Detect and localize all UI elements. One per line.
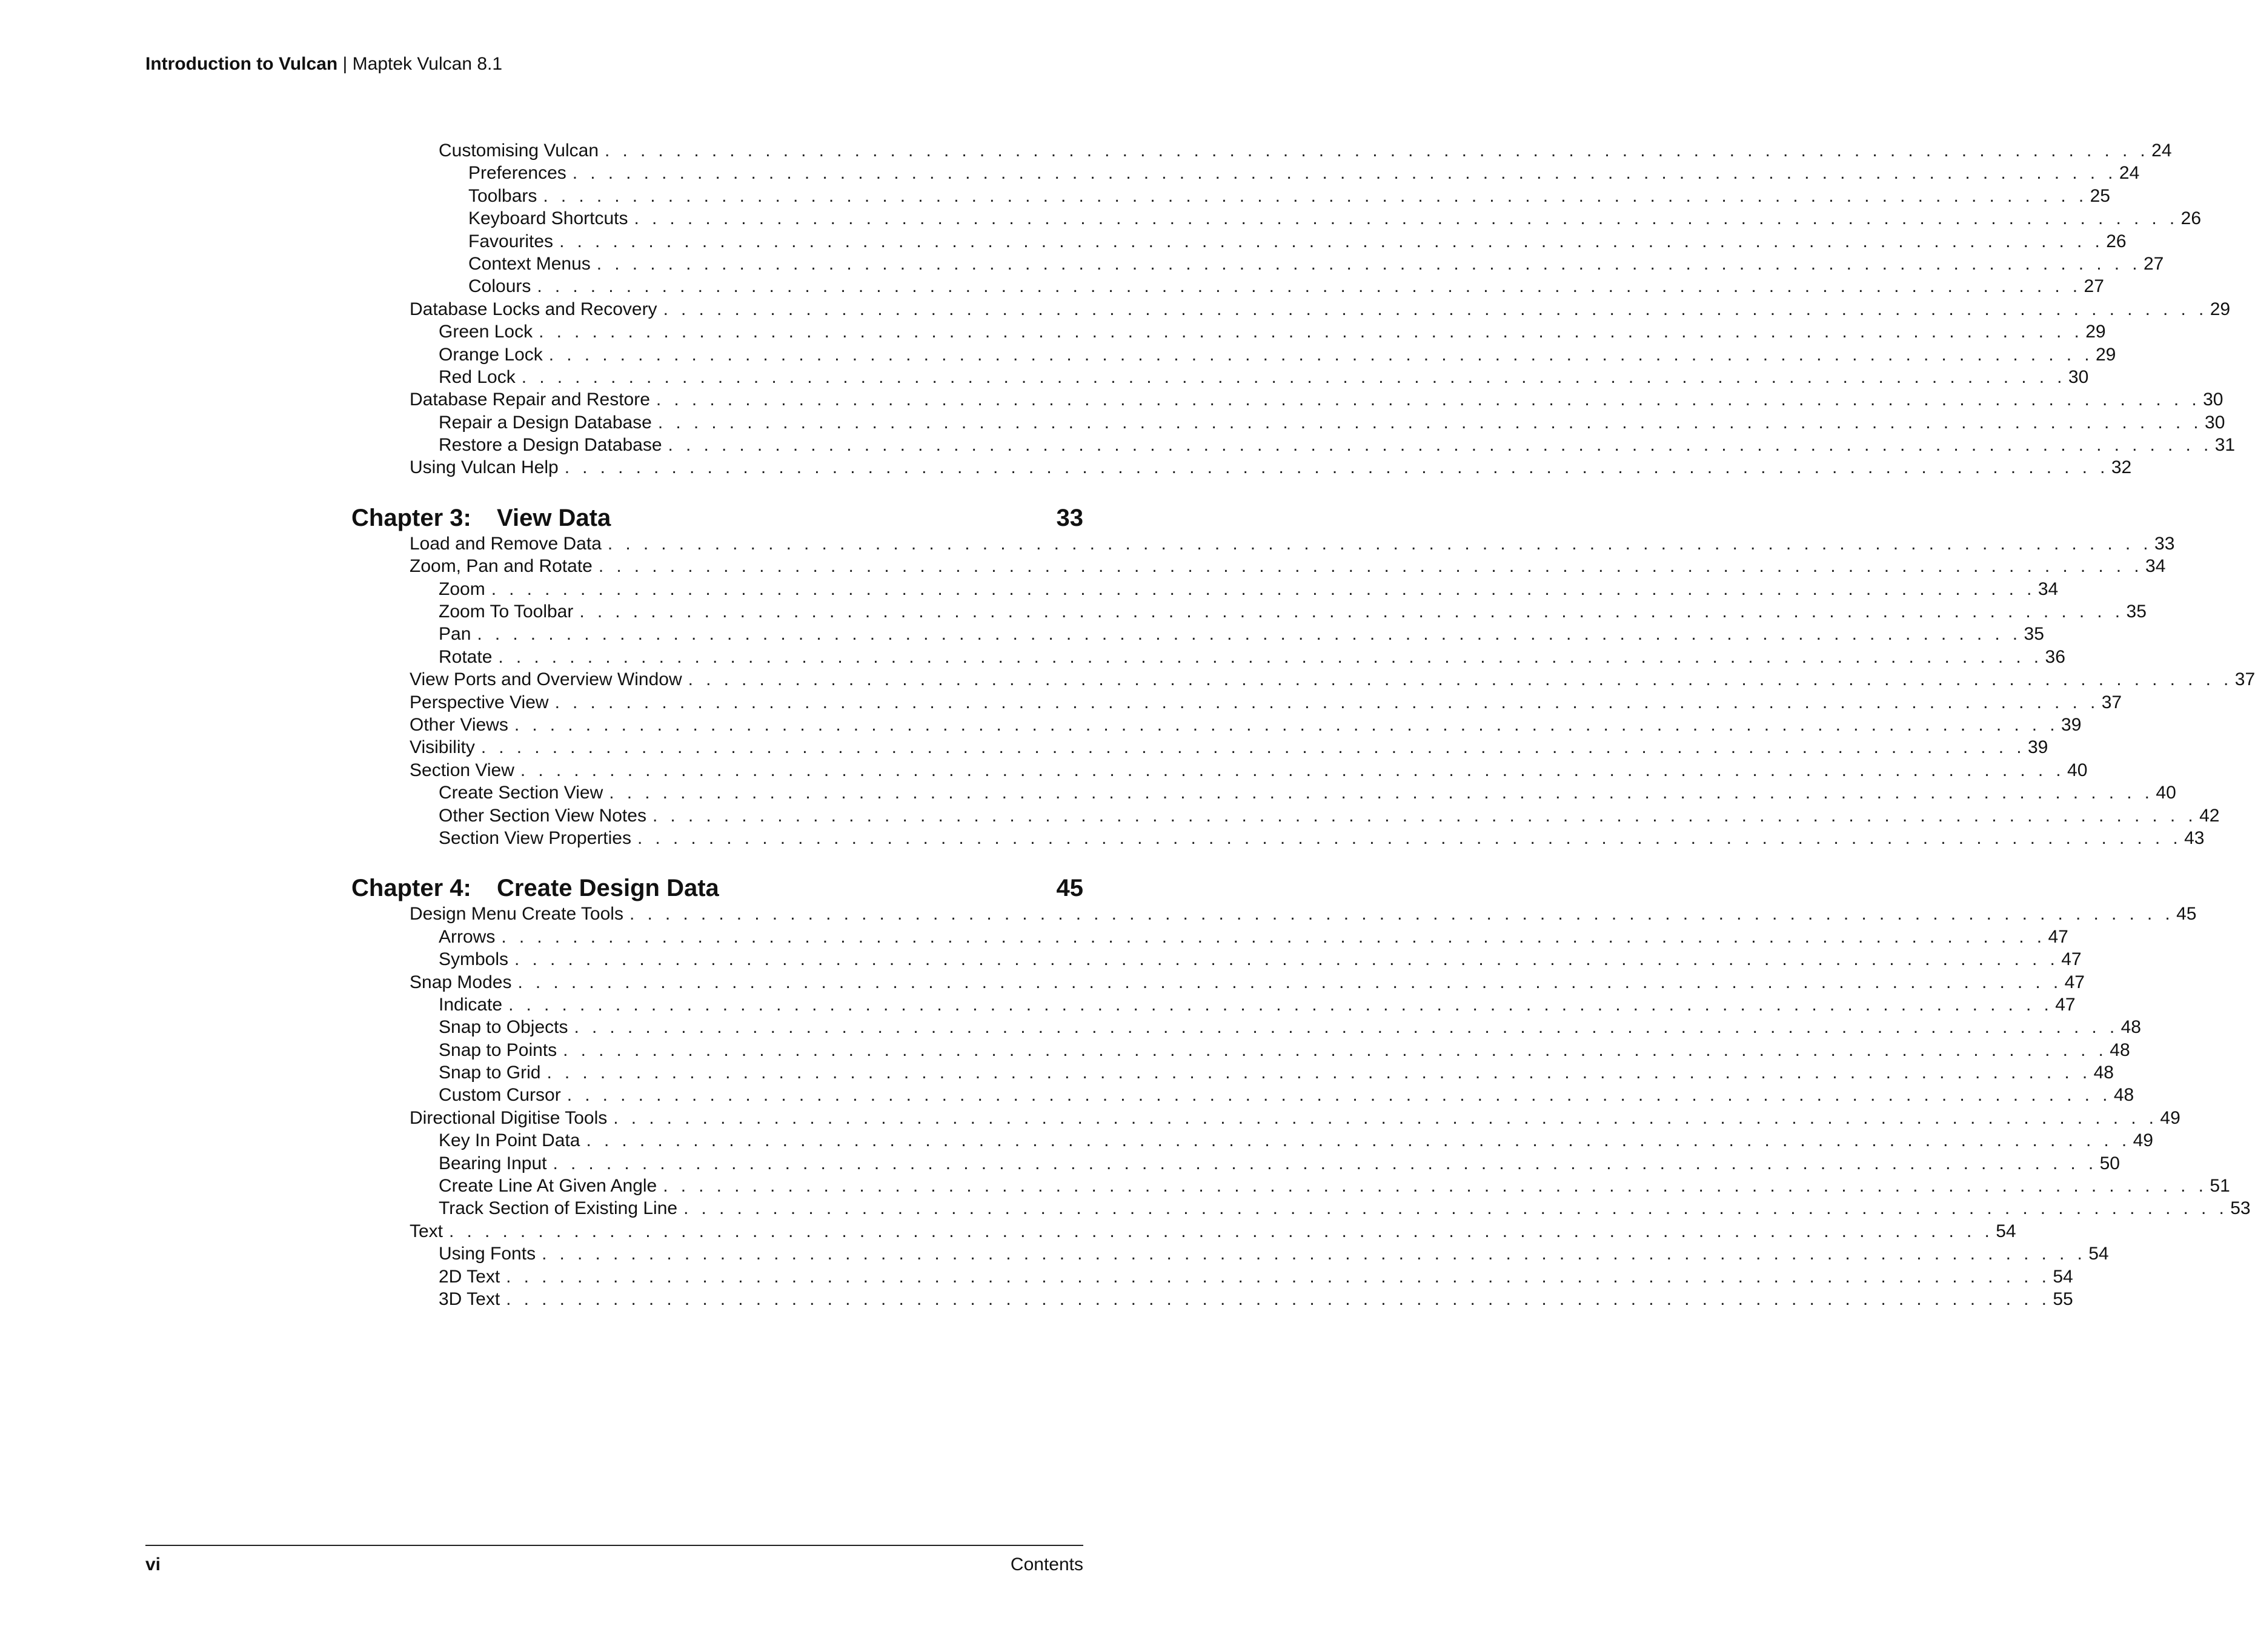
toc-entry-page: 26: [2180, 208, 2202, 229]
toc-entry-label: Symbols: [439, 949, 509, 970]
dot-leader: . . . . . . . . . . . . . . . . . . . . . . . . . . . . . . . . . . . . . . . . . . . . . . . . . . . . . . . . . . . . . . . . . . . . . . . . . . . . . . . . . . . . . . .: [537, 276, 2082, 297]
toc-entry-label: Key In Point Data: [439, 1130, 580, 1151]
toc-entry-label: Zoom To Toolbar: [439, 602, 574, 622]
dot-leader: . . . . . . . . . . . . . . . . . . . . . . . . . . . . . . . . . . . . . . . . . . . . . . . . . . . . . . . . . . . . . . . . . . . . . . . . . . . . . . . . . . . . . . .: [498, 646, 2043, 667]
toc-entry[interactable]: [351, 971, 2085, 994]
chapter-title: Create Design Data: [497, 875, 719, 902]
toc-entry-page: 43: [2184, 828, 2205, 848]
toc-entry[interactable]: [351, 185, 2110, 207]
toc-entry-page: 49: [2160, 1107, 2180, 1128]
toc-entry-page: 33: [2154, 533, 2175, 554]
dot-leader: . . . . . . . . . . . . . . . . . . . . . . . . . . . . . . . . . . . . . . . . . . . . . . . . . . . . . . . . . . . . . . . . . . . . . . . . . . . . . . . . . . . . . . .: [579, 602, 2124, 622]
toc-entry-label: Indicate: [439, 994, 503, 1015]
chapter-number: Chapter 3:: [351, 504, 471, 531]
toc-entry-page: 26: [2106, 231, 2127, 251]
dot-leader: . . . . . . . . . . . . . . . . . . . . . . . . . . . . . . . . . . . . . . . . . . . . . . . . . . . . . . . . . . . . . . . . . . . . . . . . . . . . . . . . . . . . . . .: [564, 457, 2109, 478]
toc-entry-page: 25: [2090, 185, 2110, 206]
dot-leader: . . . . . . . . . . . . . . . . . . . . . . . . . . . . . . . . . . . . . . . . . . . . . . . . . . . . . . . . . . . . . . . . . . . . . . . . . . . . . . . . . . . . . . .: [586, 1130, 2131, 1151]
toc-entry-label: 3D Text: [439, 1289, 500, 1309]
toc-entry-label: Track Section of Existing Line: [439, 1198, 678, 1219]
toc-entry-label: Preferences: [468, 163, 566, 184]
toc-entry-page: 40: [2156, 783, 2176, 803]
toc-entry-page: 48: [2113, 1085, 2134, 1106]
toc-entry[interactable]: [351, 1084, 2134, 1106]
dot-leader: . . . . . . . . . . . . . . . . . . . . . . . . . . . . . . . . . . . . . . . . . . . . . . . . . . . . . . . . . . . . . . . . . . . . . . . . . . . . . . . . . . . . . . .: [652, 805, 2197, 826]
dot-leader: . . . . . . . . . . . . . . . . . . . . . . . . . . . . . . . . . . . . . . . . . . . . . . . . . . . . . . . . . . . . . . . . . . . . . . . . . . . . . . . . . . . . . . .: [508, 994, 2053, 1015]
toc-entry-page: 50: [2099, 1153, 2120, 1173]
toc-entry-label: Toolbars: [468, 185, 537, 206]
dot-leader: . . . . . . . . . . . . . . . . . . . . . . . . . . . . . . . . . . . . . . . . . . . . . . . . . . . . . . . . . . . . . . . . . . . . . . . . . . . . . . . . . . . . . . .: [521, 367, 2066, 387]
toc-entry[interactable]: [351, 555, 2166, 577]
toc-entry[interactable]: [351, 1197, 2251, 1219]
page-number: vi: [145, 1554, 161, 1574]
toc-entry[interactable]: [351, 1016, 2141, 1038]
toc-entry[interactable]: [351, 1039, 2130, 1061]
dot-leader: . . . . . . . . . . . . . . . . . . . . . . . . . . . . . . . . . . . . . . . . . . . . . . . . . . . . . . . . . . . . . . . . . . . . . . . . . . . . . . . . . . . . . . .: [683, 1198, 2228, 1219]
toc-entry-page: 47: [2061, 949, 2082, 970]
toc-entry[interactable]: [351, 1288, 2073, 1310]
toc-entry[interactable]: [351, 646, 2065, 668]
dot-leader: . . . . . . . . . . . . . . . . . . . . . . . . . . . . . . . . . . . . . . . . . . . . . . . . . . . . . . . . . . . . . . . . . . . . . . . . . . . . . . . . . . . . . . .: [480, 737, 2025, 758]
toc-entry[interactable]: [351, 1152, 2120, 1175]
dot-leader: . . . . . . . . . . . . . . . . . . . . . . . . . . . . . . . . . . . . . . . . . . . . . . . . . . . . . . . . . . . . . . . . . . . . . . . . . . . . . . . . . . . . . . .: [559, 231, 2104, 251]
toc-entry-label: Context Menus: [468, 253, 591, 274]
toc-entry-page: 24: [2151, 141, 2172, 161]
toc-entry-page: 54: [2088, 1244, 2109, 1264]
toc-entry-label: Visibility: [410, 737, 475, 758]
dot-leader: . . . . . . . . . . . . . . . . . . . . . . . . . . . . . . . . . . . . . . . . . . . . . . . . . . . . . . . . . . . . . . . . . . . . . . . . . . . . . . . . . . . . . . .: [506, 1289, 2051, 1309]
dot-leader: . . . . . . . . . . . . . . . . . . . . . . . . . . . . . . . . . . . . . . . . . . . . . . . . . . . . . . . . . . . . . . . . . . . . . . . . . . . . . . . . . . . . . . .: [501, 926, 2046, 947]
toc-entry-page: 42: [2199, 805, 2220, 826]
toc-entry-label: Database Repair and Restore: [410, 390, 650, 410]
dot-leader: . . . . . . . . . . . . . . . . . . . . . . . . . . . . . . . . . . . . . . . . . . . . . . . . . . . . . . . . . . . . . . . . . . . . . . . . . . . . . . . . . . . . . . .: [574, 1017, 2119, 1038]
dot-leader: . . . . . . . . . . . . . . . . . . . . . . . . . . . . . . . . . . . . . . . . . . . . . . . . . . . . . . . . . . . . . . . . . . . . . . . . . . . . . . . . . . . . . . .: [491, 579, 2036, 599]
toc-entry-label: Colours: [468, 276, 531, 297]
toc-entry-label: Bearing Input: [439, 1153, 547, 1173]
toc-entry-page: 30: [2068, 367, 2089, 387]
toc-entry[interactable]: [351, 1175, 2230, 1197]
toc-entry-label: Arrows: [439, 926, 496, 947]
toc-entry-page: 48: [2093, 1063, 2114, 1083]
toc-entry[interactable]: [351, 668, 2255, 691]
toc-entry[interactable]: [351, 298, 2231, 320]
dot-leader: . . . . . . . . . . . . . . . . . . . . . . . . . . . . . . . . . . . . . . . . . . . . . . . . . . . . . . . . . . . . . . . . . . . . . . . . . . . . . . . . . . . . . . .: [542, 1244, 2087, 1264]
toc-entry-label: 2D Text: [439, 1266, 500, 1287]
toc-entry-label: Red Lock: [439, 367, 516, 387]
dot-leader: . . . . . . . . . . . . . . . . . . . . . . . . . . . . . . . . . . . . . . . . . . . . . . . . . . . . . . . . . . . . . . . . . . . . . . . . . . . . . . . . . . . . . . .: [596, 253, 2141, 274]
toc-entry[interactable]: [351, 759, 2088, 781]
dot-leader: . . . . . . . . . . . . . . . . . . . . . . . . . . . . . . . . . . . . . . . . . . . . . . . . . . . . . . . . . . . . . . . . . . . . . . . . . . . . . . . . . . . . . . .: [657, 412, 2203, 433]
chapter-heading[interactable]: [351, 503, 1083, 532]
toc-entry-label: Using Fonts: [439, 1244, 536, 1264]
toc-entry[interactable]: [351, 948, 2082, 970]
toc-entry[interactable]: [351, 1061, 2114, 1084]
chapter-page: 45: [1056, 875, 1083, 902]
dot-leader: . . . . . . . . . . . . . . . . . . . . . . . . . . . . . . . . . . . . . . . . . . . . . . . . . . . . . . . . . . . . . . . . . . . . . . . . . . . . . . . . . . . . . . .: [553, 1153, 2097, 1173]
toc-entry-label: Perspective View: [410, 692, 549, 712]
dot-leader: . . . . . . . . . . . . . . . . . . . . . . . . . . . . . . . . . . . . . . . . . . . . . . . . . . . . . . . . . . . . . . . . . . . . . . . . . . . . . . . . . . . . . . .: [546, 1063, 2091, 1083]
dot-leader: . . . . . . . . . . . . . . . . . . . . . . . . . . . . . . . . . . . . . . . . . . . . . . . . . . . . . . . . . . . . . . . . . . . . . . . . . . . . . . . . . . . . . . .: [598, 556, 2144, 577]
toc-entry-page: 39: [2061, 714, 2082, 735]
toc-entry-page: 34: [2037, 579, 2059, 599]
toc-entry[interactable]: [351, 275, 2104, 297]
toc-entry[interactable]: [351, 804, 2220, 827]
dot-leader: . . . . . . . . . . . . . . . . . . . . . . . . . . . . . . . . . . . . . . . . . . . . . . . . . . . . . . . . . . . . . . . . . . . . . . . . . . . . . . . . . . . . . . .: [548, 344, 2093, 365]
toc-entry[interactable]: [351, 781, 2176, 804]
toc-entry-label: Repair a Design Database: [439, 412, 652, 433]
table-of-contents: [351, 139, 2255, 1310]
chapter-number: Chapter 4:: [351, 875, 471, 902]
dot-leader: . . . . . . . . . . . . . . . . . . . . . . . . . . . . . . . . . . . . . . . . . . . . . . . . . . . . . . . . . . . . . . . . . . . . . . . . . . . . . . . . . . . . . . .: [609, 783, 2154, 803]
dot-leader: . . . . . . . . . . . . . . . . . . . . . . . . . . . . . . . . . . . . . . . . . . . . . . . . . . . . . . . . . . . . . . . . . . . . . . . . . . . . . . . . . . . . . . .: [514, 949, 2059, 970]
dot-leader: . . . . . . . . . . . . . . . . . . . . . . . . . . . . . . . . . . . . . . . . . . . . . . . . . . . . . . . . . . . . . . . . . . . . . . . . . . . . . . . . . . . . . . .: [517, 972, 2062, 992]
toc-entry-label: Database Locks and Recovery: [410, 299, 657, 319]
dot-leader: . . . . . . . . . . . . . . . . . . . . . . . . . . . . . . . . . . . . . . . . . . . . . . . . . . . . . . . . . . . . . . . . . . . . . . . . . . . . . . . . . . . . . . .: [520, 760, 2065, 780]
toc-entry-page: 37: [2101, 692, 2122, 712]
toc-entry-label: Section View: [410, 760, 514, 780]
toc-entry-label: Favourites: [468, 231, 554, 251]
toc-entry-page: 49: [2133, 1130, 2153, 1151]
toc-entry[interactable]: [351, 926, 2068, 948]
toc-entry-page: 40: [2067, 760, 2088, 780]
dot-leader: . . . . . . . . . . . . . . . . . . . . . . . . . . . . . . . . . . . . . . . . . . . . . . . . . . . . . . . . . . . . . . . . . . . . . . . . . . . . . . . . . . . . . . .: [539, 322, 2084, 342]
toc-entry-label: Section View Properties: [439, 828, 631, 848]
dot-leader: . . . . . . . . . . . . . . . . . . . . . . . . . . . . . . . . . . . . . . . . . . . . . . . . . . . . . . . . . . . . . . . . . . . . . . . . . . . . . . . . . . . . . . .: [554, 692, 2099, 712]
toc-entry-page: 32: [2111, 457, 2132, 478]
toc-entry-label: Snap to Objects: [439, 1017, 568, 1038]
toc-entry-page: 27: [2084, 276, 2104, 297]
toc-entry-page: 45: [2176, 904, 2197, 924]
dot-leader: . . . . . . . . . . . . . . . . . . . . . . . . . . . . . . . . . . . . . . . . . . . . . . . . . . . . . . . . . . . . . . . . . . . . . . . . . . . . . . . . . . . . . . .: [663, 1176, 2208, 1196]
toc-entry[interactable]: [351, 411, 2225, 434]
toc-entry-label: View Ports and Overview Window: [410, 669, 682, 690]
toc-entry[interactable]: [351, 230, 2127, 253]
toc-entry[interactable]: [351, 827, 2205, 849]
dot-leader: . . . . . . . . . . . . . . . . . . . . . . . . . . . . . . . . . . . . . . . . . . . . . . . . . . . . . . . . . . . . . . . . . . . . . . . . . . . . . . . . . . . . . . .: [637, 828, 2182, 848]
toc-entry-page: 30: [2205, 412, 2225, 433]
chapter-heading[interactable]: [351, 874, 1083, 903]
toc-entry-page: 35: [2126, 602, 2147, 622]
toc-entry-page: 24: [2119, 163, 2140, 184]
toc-entry-label: Snap Modes: [410, 972, 512, 992]
toc-entry-page: 27: [2143, 253, 2164, 274]
dot-leader: . . . . . . . . . . . . . . . . . . . . . . . . . . . . . . . . . . . . . . . . . . . . . . . . . . . . . . . . . . . . . . . . . . . . . . . . . . . . . . . . . . . . . . .: [605, 141, 2150, 161]
chapter-title: View Data: [497, 504, 611, 531]
toc-entry[interactable]: [351, 139, 2172, 162]
toc-entry-page: 34: [2145, 556, 2166, 577]
toc-entry[interactable]: [351, 207, 2202, 230]
toc-entry-label: Design Menu Create Tools: [410, 904, 623, 924]
toc-entry[interactable]: [351, 343, 2116, 366]
dot-leader: . . . . . . . . . . . . . . . . . . . . . . . . . . . . . . . . . . . . . . . . . . . . . . . . . . . . . . . . . . . . . . . . . . . . . . . . . . . . . . . . . . . . . . .: [572, 163, 2117, 184]
dot-leader: . . . . . . . . . . . . . . . . . . . . . . . . . . . . . . . . . . . . . . . . . . . . . . . . . . . . . . . . . . . . . . . . . . . . . . . . . . . . . . . . . . . . . . .: [629, 904, 2174, 924]
dot-leader: . . . . . . . . . . . . . . . . . . . . . . . . . . . . . . . . . . . . . . . . . . . . . . . . . . . . . . . . . . . . . . . . . . . . . . . . . . . . . . . . . . . . . . .: [506, 1266, 2051, 1287]
toc-entry[interactable]: [351, 994, 2076, 1016]
toc-entry[interactable]: [351, 162, 2140, 184]
toc-entry-label: Rotate: [439, 646, 493, 667]
toc-entry[interactable]: [351, 320, 2106, 343]
header-separator: |: [337, 54, 353, 74]
toc-entry-page: 29: [2085, 322, 2106, 342]
dot-leader: . . . . . . . . . . . . . . . . . . . . . . . . . . . . . . . . . . . . . . . . . . . . . . . . . . . . . . . . . . . . . . . . . . . . . . . . . . . . . . . . . . . . . . .: [663, 299, 2208, 319]
toc-entry-page: 54: [1996, 1221, 2016, 1241]
toc-entry-label: Using Vulcan Help: [410, 457, 559, 478]
toc-entry-page: 55: [2053, 1289, 2073, 1309]
toc-entry[interactable]: [351, 456, 2132, 479]
toc-entry[interactable]: [351, 532, 2175, 555]
toc-entry[interactable]: [351, 623, 2044, 645]
toc-entry[interactable]: [351, 578, 2059, 600]
dot-leader: . . . . . . . . . . . . . . . . . . . . . . . . . . . . . . . . . . . . . . . . . . . . . . . . . . . . . . . . . . . . . . . . . . . . . . . . . . . . . . . . . . . . . . .: [514, 714, 2059, 735]
toc-entry-label: Load and Remove Data: [410, 533, 602, 554]
toc-entry-label: Snap to Points: [439, 1040, 557, 1060]
toc-entry-label: Customising Vulcan: [439, 141, 599, 161]
running-header: [145, 52, 502, 76]
toc-entry-page: 53: [2230, 1198, 2251, 1219]
toc-entry-label: Zoom: [439, 579, 485, 599]
toc-entry[interactable]: [351, 1107, 2180, 1129]
toc-entry[interactable]: [351, 714, 2082, 736]
dot-leader: . . . . . . . . . . . . . . . . . . . . . . . . . . . . . . . . . . . . . . . . . . . . . . . . . . . . . . . . . . . . . . . . . . . . . . . . . . . . . . . . . . . . . . .: [668, 435, 2213, 456]
product-name: Maptek Vulcan 8.1: [352, 54, 503, 74]
dot-leader: . . . . . . . . . . . . . . . . . . . . . . . . . . . . . . . . . . . . . . . . . . . . . . . . . . . . . . . . . . . . . . . . . . . . . . . . . . . . . . . . . . . . . . .: [607, 533, 2153, 554]
toc-entry-page: 48: [2110, 1040, 2130, 1060]
toc-entry[interactable]: [351, 434, 2236, 456]
toc-entry[interactable]: [351, 903, 2197, 925]
dot-leader: . . . . . . . . . . . . . . . . . . . . . . . . . . . . . . . . . . . . . . . . . . . . . . . . . . . . . . . . . . . . . . . . . . . . . . . . . . . . . . . . . . . . . . .: [688, 669, 2233, 690]
toc-entry-label: Green Lock: [439, 322, 533, 342]
toc-entry-label: Create Line At Given Angle: [439, 1176, 657, 1196]
toc-entry-page: 47: [2048, 926, 2068, 947]
toc-entry-page: 47: [2064, 972, 2085, 992]
toc-entry[interactable]: [351, 691, 2122, 714]
toc-entry-page: 31: [2214, 435, 2236, 456]
chapter-page: 33: [1056, 504, 1083, 531]
toc-entry-label: Keyboard Shortcuts: [468, 208, 628, 229]
toc-entry[interactable]: [351, 600, 2147, 623]
book-title: Introduction to Vulcan: [145, 54, 338, 74]
dot-leader: . . . . . . . . . . . . . . . . . . . . . . . . . . . . . . . . . . . . . . . . . . . . . . . . . . . . . . . . . . . . . . . . . . . . . . . . . . . . . . . . . . . . . . .: [477, 624, 2022, 645]
toc-entry-page: 30: [2203, 390, 2223, 410]
toc-entry-page: 29: [2210, 299, 2231, 319]
toc-entry-page: 51: [2210, 1176, 2230, 1196]
toc-entry-label: Pan: [439, 624, 471, 645]
toc-entry-label: Zoom, Pan and Rotate: [410, 556, 593, 577]
toc-entry[interactable]: [351, 388, 2223, 411]
toc-entry[interactable]: [351, 253, 2164, 275]
dot-leader: . . . . . . . . . . . . . . . . . . . . . . . . . . . . . . . . . . . . . . . . . . . . . . . . . . . . . . . . . . . . . . . . . . . . . . . . . . . . . . . . . . . . . . .: [613, 1107, 2158, 1128]
toc-entry-label: Custom Cursor: [439, 1085, 561, 1106]
toc-entry[interactable]: [351, 366, 2089, 388]
dot-leader: . . . . . . . . . . . . . . . . . . . . . . . . . . . . . . . . . . . . . . . . . . . . . . . . . . . . . . . . . . . . . . . . . . . . . . . . . . . . . . . . . . . . . . .: [656, 390, 2201, 410]
toc-entry[interactable]: [351, 1242, 2109, 1265]
footer-section-name: Contents: [1010, 1554, 1083, 1574]
toc-entry-label: Snap to Grid: [439, 1063, 541, 1083]
footer-divider: [145, 1545, 1083, 1546]
toc-entry-page: 47: [2055, 994, 2076, 1015]
dot-leader: . . . . . . . . . . . . . . . . . . . . . . . . . . . . . . . . . . . . . . . . . . . . . . . . . . . . . . . . . . . . . . . . . . . . . . . . . . . . . . . . . . . . . . .: [449, 1221, 1994, 1241]
dot-leader: . . . . . . . . . . . . . . . . . . . . . . . . . . . . . . . . . . . . . . . . . . . . . . . . . . . . . . . . . . . . . . . . . . . . . . . . . . . . . . . . . . . . . . .: [634, 208, 2179, 229]
toc-entry[interactable]: [351, 1220, 2016, 1242]
toc-entry-page: 36: [2045, 646, 2065, 667]
toc-entry-label: Restore a Design Database: [439, 435, 662, 456]
toc-entry-label: Text: [410, 1221, 443, 1241]
toc-entry[interactable]: [351, 1129, 2153, 1152]
toc-entry-label: Other Section View Notes: [439, 805, 646, 826]
dot-leader: . . . . . . . . . . . . . . . . . . . . . . . . . . . . . . . . . . . . . . . . . . . . . . . . . . . . . . . . . . . . . . . . . . . . . . . . . . . . . . . . . . . . . . .: [543, 185, 2088, 206]
toc-entry[interactable]: [351, 736, 2048, 758]
toc-entry-page: 48: [2120, 1017, 2141, 1038]
toc-entry-label: Directional Digitise Tools: [410, 1107, 608, 1128]
toc-entry-page: 29: [2095, 344, 2116, 365]
toc-entry-page: 37: [2234, 669, 2255, 690]
toc-entry[interactable]: [351, 1266, 2073, 1288]
toc-entry-page: 35: [2024, 624, 2044, 645]
toc-entry-label: Create Section View: [439, 783, 603, 803]
toc-entry-page: 39: [2027, 737, 2048, 758]
toc-entry-page: 54: [2053, 1266, 2073, 1287]
toc-entry-label: Other Views: [410, 714, 508, 735]
dot-leader: . . . . . . . . . . . . . . . . . . . . . . . . . . . . . . . . . . . . . . . . . . . . . . . . . . . . . . . . . . . . . . . . . . . . . . . . . . . . . . . . . . . . . . .: [563, 1040, 2108, 1060]
toc-entry-label: Orange Lock: [439, 344, 543, 365]
dot-leader: . . . . . . . . . . . . . . . . . . . . . . . . . . . . . . . . . . . . . . . . . . . . . . . . . . . . . . . . . . . . . . . . . . . . . . . . . . . . . . . . . . . . . . .: [566, 1085, 2111, 1106]
